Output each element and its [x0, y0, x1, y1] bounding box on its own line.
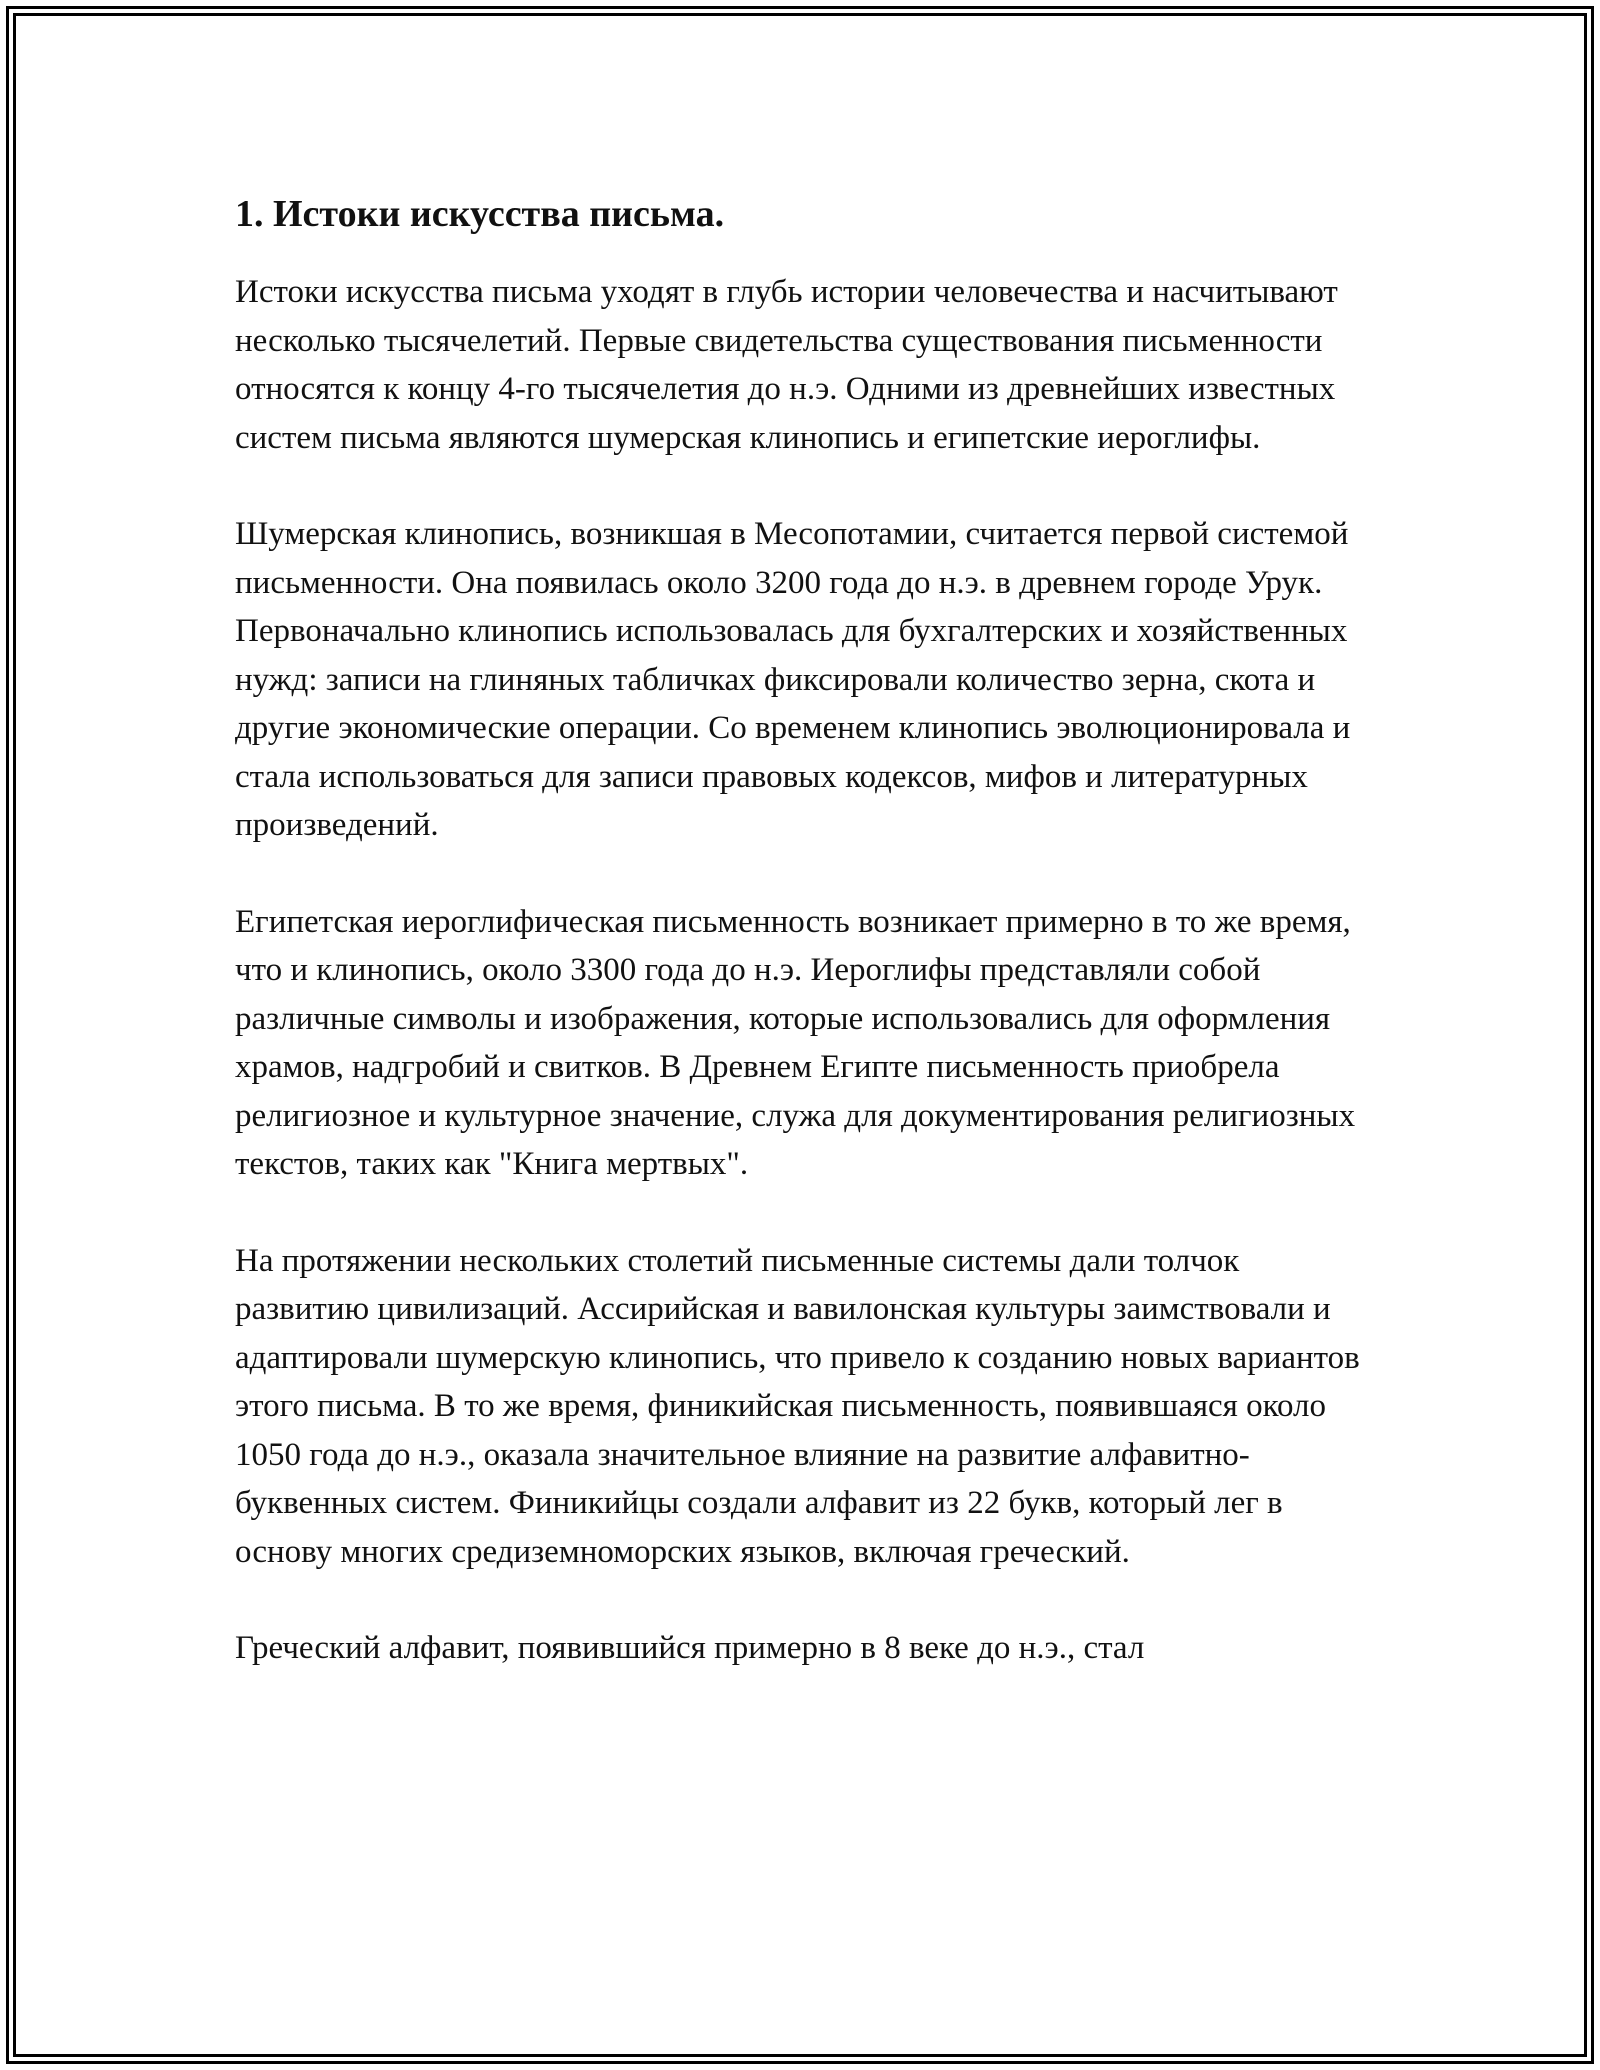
paragraph-5: Греческий алфавит, появившийся примерно в 8 веке до н.э., стал [235, 1630, 1145, 1666]
paragraph-4: На протяжении нескольких столетий письменные системы дали толчок развитию цивилизаций. Ассирийская и вавилонская культуры заимствовали и адаптировали шумерскую клинопись, что привело к созданию новых вариантов этого письма. В то же время, финикийская письменность, появившаяся около 1050 года до н.э., оказала значительное влияние на развитие алфавитно-буквенных систем. Финикийцы создали алфавит из 22 букв, который лег в основу многих средиземноморских языков, включая греческий. [235, 1242, 1360, 1570]
section-heading: 1. Истоки искусства письма. [235, 193, 725, 235]
paragraph-2: Шумерская клинопись, возникшая в Месопотамии, считается первой системой письменности. Она появилась около 3200 года до н.э. в древнем городе Урук. Первоначально клинопись использовалась для бухгалтерских и хозяйственных нужд: записи на глиняных табличках фиксировали количество зерна, скота и другие экономические операции. Со временем клинопись эволюционировала и стала использоваться для записи правовых кодексов, мифов и литературных произведений. [235, 516, 1351, 843]
document-body [235, 188, 1375, 1721]
paragraph-1: Истоки искусства письма уходят в глубь истории человечества и насчитывают несколько тысячелетий. Первые свидетельства существования письменности относятся к концу 4-го тысячелетия до н.э. Одними из древнейших известных систем письма являются шумерская клинопись и египетские иероглифы. [235, 274, 1338, 456]
paragraph-3: Египетская иероглифическая письменность возникает примерно в то же время, что и клинопись, около 3300 года до н.э. Иероглифы представляли собой различные символы и изображения, которые использовались для оформления храмов, надгробий и свитков. В Древнем Египте письменность приобрела религиозное и культурное значение, служа для документирования религиозных текстов, таких как "Книга мертвых". [235, 903, 1356, 1182]
